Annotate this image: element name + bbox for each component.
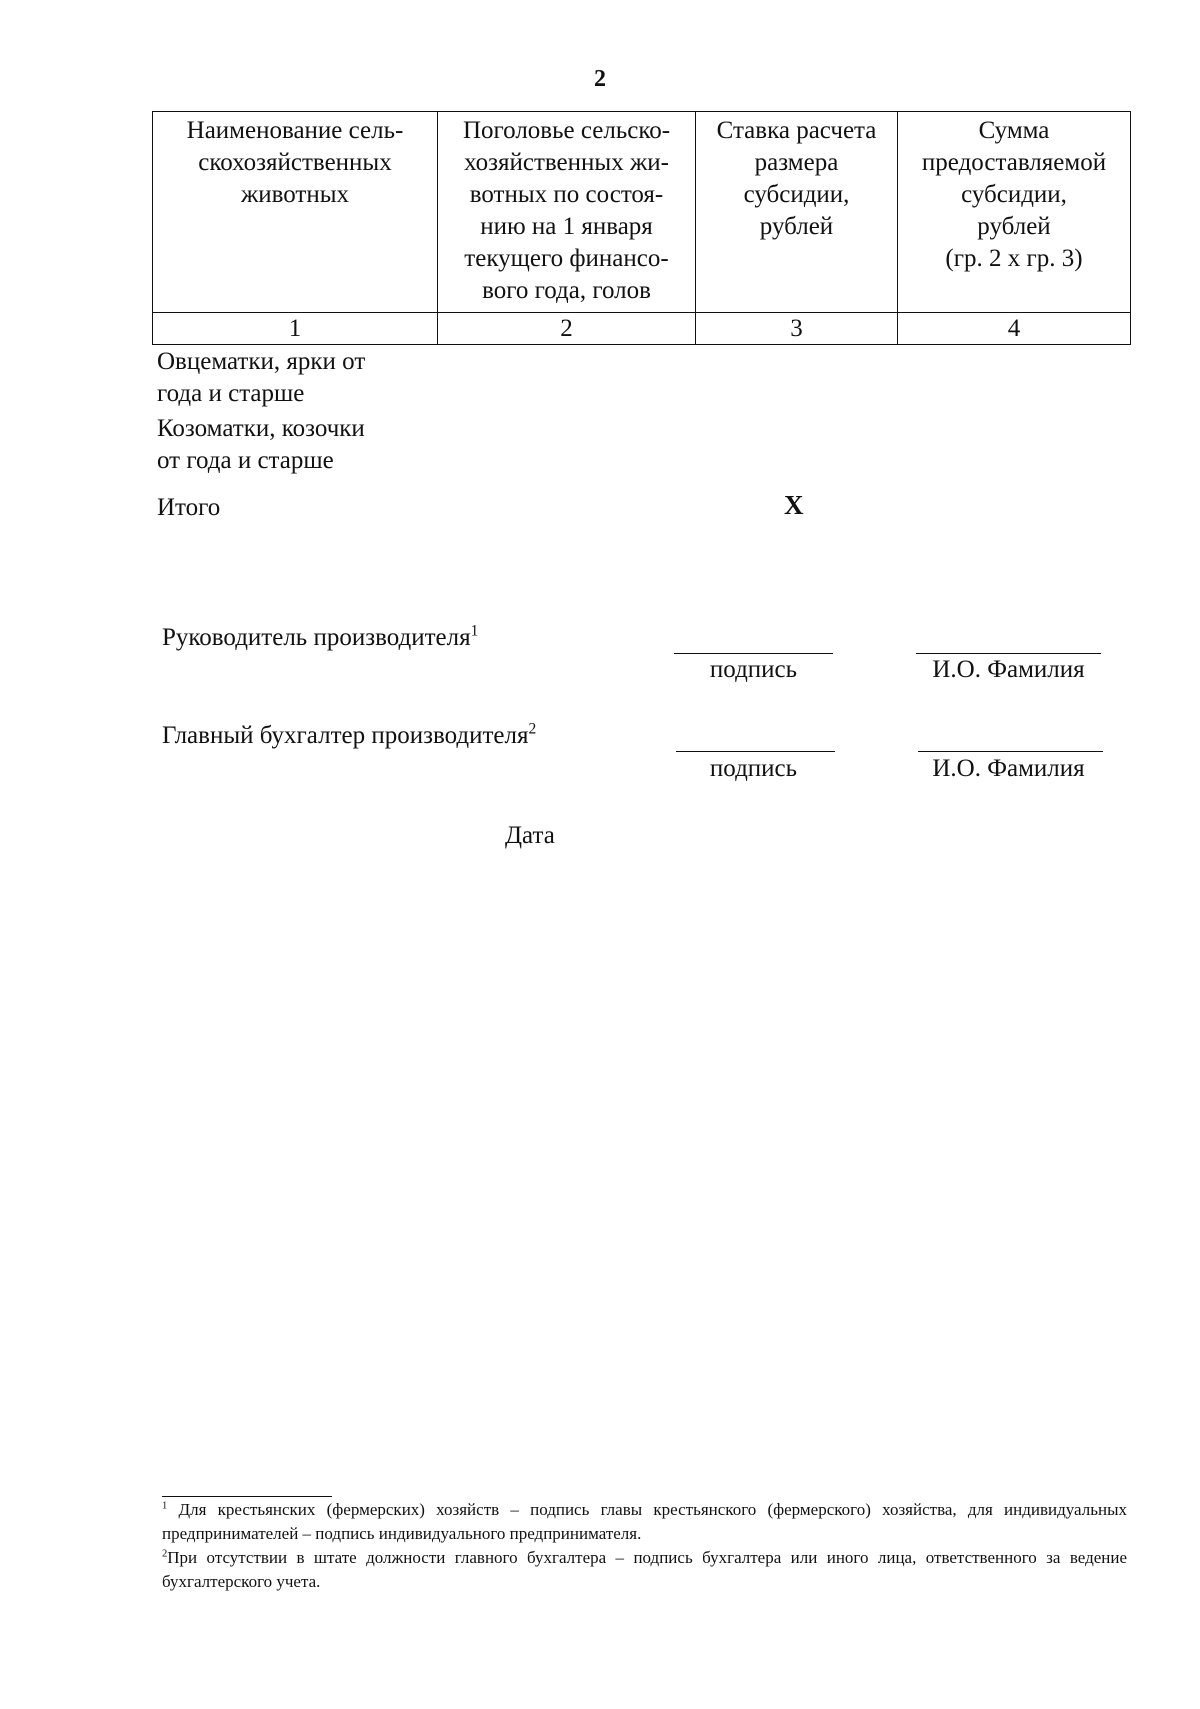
signature-caption: подпись — [709, 656, 798, 683]
page-number: 2 — [594, 66, 606, 92]
header-livestock-count: Поголовье сельско- хозяйственных жи- вотных по состоя- нию на 1 января текущего финансо- вого года, голов — [438, 112, 696, 313]
signature-line-accountant — [676, 751, 835, 752]
date-label: Дата — [505, 822, 555, 849]
column-number-row — [153, 313, 1131, 345]
name-caption: И.О. Фамилия — [932, 755, 1085, 782]
footnote-separator — [162, 1496, 332, 1497]
footnote-1: $^1$ Для крестьянских (фермерских) хозяйств – подпись главы крестьянского (фермерского) хозяйства, для индивидуальных предпринимателей – подпись индивидуального предпринимателя. — [162, 1500, 1127, 1543]
signature-caption: подпись — [709, 755, 798, 782]
header-subsidy-amount: Сумма предоставляемой субсидии, рублей (гр. 2 х гр. 3) — [898, 112, 1131, 313]
column-number: 2 — [438, 313, 696, 345]
name-line-head — [916, 653, 1101, 654]
name-line-accountant — [918, 751, 1103, 752]
footnote-ref: 1 — [470, 622, 479, 640]
column-number: 1 — [153, 313, 438, 345]
row-label-does: Козоматки, козочки от года и старше — [157, 415, 365, 474]
total-label: Итого — [157, 494, 221, 521]
column-number: 4 — [898, 313, 1131, 345]
header-subsidy-rate: Ставка расчета размера субсидии, рублей — [696, 112, 898, 313]
name-caption: И.О. Фамилия — [932, 656, 1085, 683]
signature-label-head: Руководитель производителя$^1$ — [162, 622, 479, 651]
row-label-ewes: Овцематки, ярки от года и старше — [157, 348, 366, 407]
total-x-mark: Х — [784, 490, 804, 520]
table-header-row — [153, 112, 1131, 313]
signature-line-head — [674, 653, 833, 654]
signature-label-accountant: Главный бухгалтер производителя$^2$ — [162, 720, 537, 749]
column-number: 3 — [696, 313, 898, 345]
footnote-2: $^2$При отсутствии в штате должности главного бухгалтера – подпись бухгалтера или иного лица, ответственного за ведение бухгалтерского учета. — [162, 1548, 1127, 1591]
footnote-ref: 2 — [528, 720, 537, 738]
footnotes — [162, 1498, 1127, 1594]
header-animal-name: Наименование сель- скохозяйственных животных — [153, 112, 438, 313]
subsidy-table — [152, 111, 1131, 345]
